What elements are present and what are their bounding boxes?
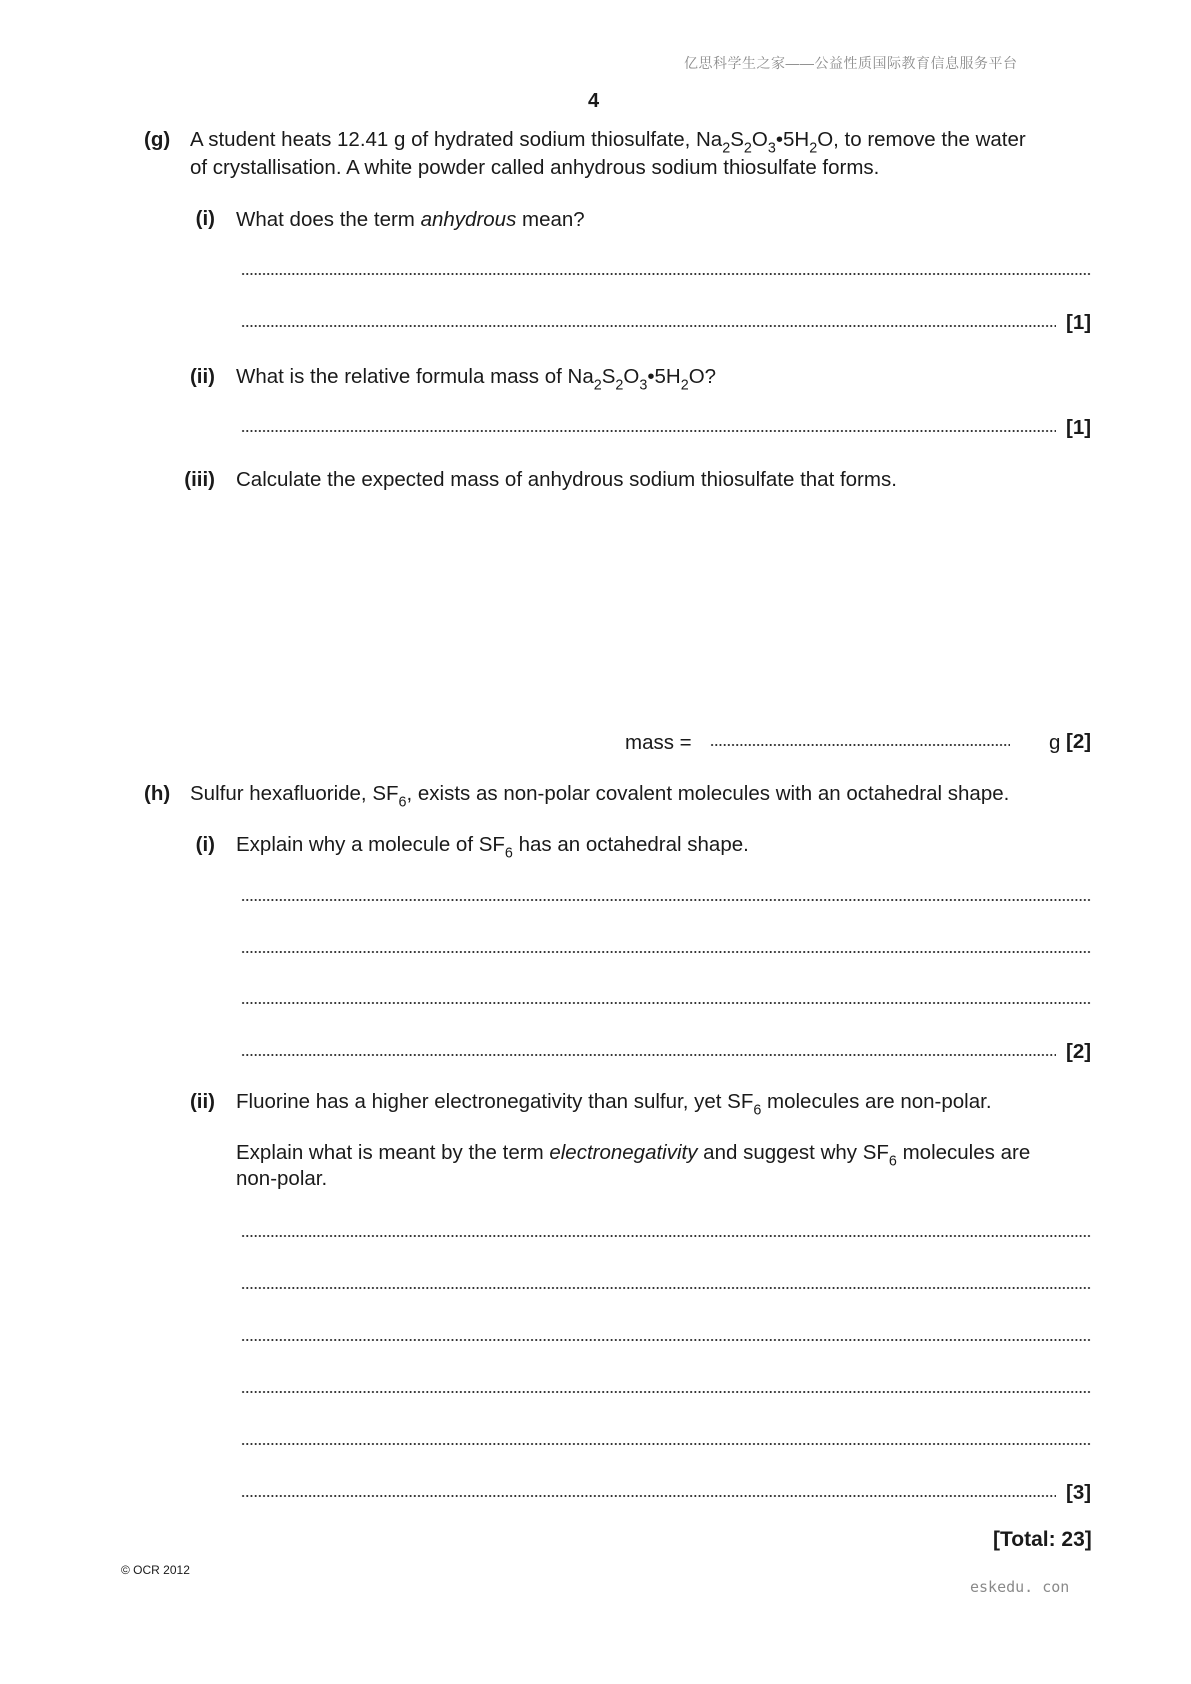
subquestion-g-ii-text: What is the relative formula mass of $Na_2S_2O_3•5H_2O$? bbox=[236, 365, 717, 394]
subquestion-h-ii-line1: Fluorine has a higher electronegativity than sulfur, yet $SF_6$ molecules are non-polar. bbox=[236, 1090, 992, 1119]
subquestion-label-g-i: (i) bbox=[195, 207, 215, 230]
question-h-intro: Sulfur hexafluoride, $SF_6$, exists as non-polar covalent molecules with an octahedral shape. bbox=[190, 782, 1010, 811]
subquestion-g-i-text: What does the term anhydrous mean? bbox=[236, 208, 585, 231]
answer-line[interactable] bbox=[241, 1285, 1091, 1291]
question-g-intro-line2: of crystallisation. A white powder called anhydrous sodium thiosulfate forms. bbox=[190, 156, 880, 179]
subquestion-label-g-ii: (ii) bbox=[189, 365, 215, 388]
question-label-h: (h) bbox=[144, 782, 171, 805]
site-watermark: eskedu. con bbox=[970, 1578, 1070, 1596]
answer-line[interactable] bbox=[241, 1337, 1091, 1343]
subquestion-h-i-text: Explain why a molecule of $SF_6$ has an octahedral shape. bbox=[236, 833, 749, 862]
marks-g-ii: [1] bbox=[1066, 416, 1092, 439]
question-g-intro-line1: A student heats 12.41 g of hydrated sodium thiosulfate, $Na_2S_2O_3•5H_2O$, to remove the water bbox=[190, 128, 1026, 157]
answer-line[interactable] bbox=[241, 1000, 1091, 1006]
answer-line[interactable] bbox=[241, 1493, 1056, 1499]
copyright: © OCR 2012 bbox=[121, 1563, 190, 1577]
answer-line[interactable] bbox=[241, 1441, 1091, 1447]
answer-line[interactable] bbox=[241, 271, 1091, 277]
answer-line[interactable] bbox=[241, 949, 1091, 955]
answer-line[interactable] bbox=[241, 897, 1091, 903]
marks-h-ii: [3] bbox=[1066, 1481, 1092, 1504]
marks-g-iii: [2] bbox=[1066, 730, 1092, 753]
mass-answer-line[interactable] bbox=[710, 742, 1010, 748]
subquestion-label-h-i: (i) bbox=[195, 833, 215, 856]
subquestion-h-ii-line2: Explain what is meant by the term electronegativity and suggest why $SF_6$ molecules are bbox=[236, 1141, 1031, 1170]
answer-line[interactable] bbox=[241, 428, 1056, 434]
mass-answer-label: mass = bbox=[625, 731, 692, 754]
answer-line[interactable] bbox=[241, 1389, 1091, 1395]
marks-h-i: [2] bbox=[1066, 1040, 1092, 1063]
mass-unit: g bbox=[1049, 731, 1061, 754]
answer-line[interactable] bbox=[241, 323, 1056, 329]
answer-line[interactable] bbox=[241, 1052, 1056, 1058]
total-marks: [Total: 23] bbox=[993, 1528, 1092, 1551]
subquestion-label-g-iii: (iii) bbox=[184, 468, 215, 491]
header-watermark: 亿思科学生之家——公益性质国际教育信息服务平台 bbox=[684, 55, 1018, 71]
subquestion-h-ii-line3: non-polar. bbox=[236, 1167, 328, 1190]
page-number: 4 bbox=[588, 90, 600, 112]
subquestion-label-h-ii: (ii) bbox=[189, 1090, 215, 1113]
marks-g-i: [1] bbox=[1066, 311, 1092, 334]
subquestion-g-iii-text: Calculate the expected mass of anhydrous sodium thiosulfate that forms. bbox=[236, 468, 897, 491]
answer-line[interactable] bbox=[241, 1233, 1091, 1239]
question-label-g: (g) bbox=[144, 128, 171, 151]
